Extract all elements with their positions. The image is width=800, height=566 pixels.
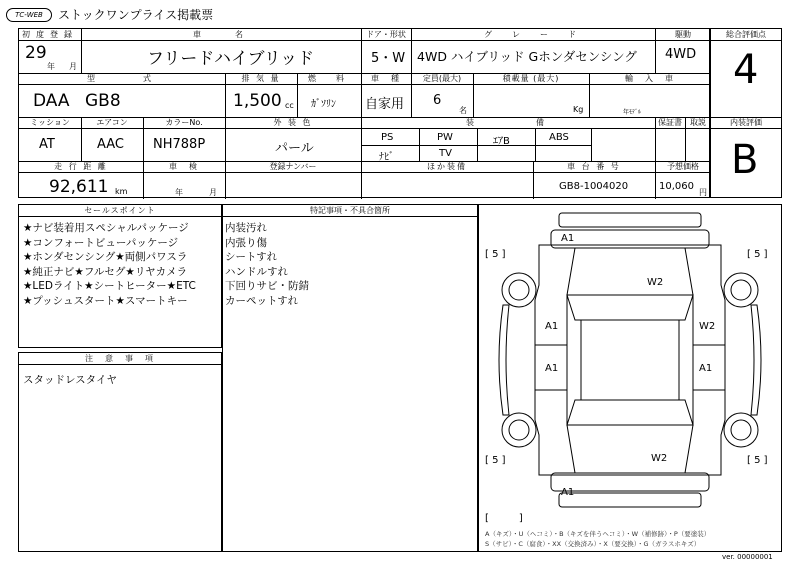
model-year-unit: 年ﾓﾃﾞﾙ [623, 109, 642, 116]
damage-mark-left-rear-door: A1 [545, 363, 559, 374]
vehicle-type-value: 自家用 [365, 97, 405, 112]
sales-point: ★LEDライト★シートヒーター★ETC [23, 280, 196, 292]
month-unit: 月 [69, 62, 77, 71]
equipment-abs: ABS [549, 132, 569, 143]
label-exterior-color: 外 装 色 [225, 117, 361, 129]
label-import: 輸 入 車 [589, 73, 711, 85]
estimated-price-value: 10,060 [659, 181, 694, 192]
persons-unit: 名 [459, 106, 467, 115]
inspection-year-unit: 年 [175, 188, 183, 197]
tire-front-left [502, 273, 536, 307]
damage-mark-rear-bumper: A1 [561, 487, 575, 498]
label-warranty: 保証書 [655, 117, 685, 129]
special-note: 下回りサビ・防錆 [225, 280, 309, 292]
special-notes-list [225, 221, 309, 308]
label-inspection: 車 検 [143, 161, 225, 173]
label-aircon: エアコン [81, 117, 143, 129]
aircon-value: AAC [97, 137, 124, 152]
label-interior-score: 内装評価 [711, 117, 781, 129]
tire-label-rear-right: [ 5 ] [747, 455, 768, 466]
mileage-value: 92,611 [49, 177, 109, 197]
label-chassis-number: 車 台 番 号 [533, 161, 655, 173]
model-code: GB8 [85, 91, 121, 111]
label-model: 型 式 [19, 73, 225, 85]
vehicle-info-grid [18, 28, 710, 198]
tailgate-panel [567, 425, 693, 473]
tire-label-front-right: [ 5 ] [747, 249, 768, 260]
tire-label-rear-left: [ 5 ] [485, 455, 506, 466]
car-name-value: フリードハイブリッド [147, 49, 315, 69]
sales-point: ★ナビ装着用スペシャルパッケージ [23, 222, 189, 234]
label-vehicle-type: 車 種 [361, 73, 411, 85]
label-doors-shape: ドア・形状 [361, 29, 411, 41]
spare-tire-bracket: [ ] [485, 513, 523, 524]
label-mission: ミッション [19, 117, 81, 129]
equipment-navi: ﾅﾋﾞ [379, 152, 394, 163]
overall-score-value: 4 [733, 47, 759, 93]
special-note: カーペットすれ [225, 294, 299, 307]
sales-point: ★純正ナビ★フルセグ★リヤカメラ [23, 265, 188, 278]
label-manual: 取説 [685, 117, 711, 129]
label-special-notes: 特記事項・不具合箇所 [223, 205, 477, 217]
label-capacity: 定員(最大) [411, 73, 473, 85]
front-face [559, 213, 701, 227]
damage-legend-line2: S（サビ）・C（腐食）・XX（交換済み）・X（要交換）・G（ガラスホキズ） [485, 540, 701, 548]
rear-bumper [551, 473, 709, 491]
damage-mark-hood: W2 [647, 277, 664, 288]
equipment-pw: PW [437, 132, 453, 143]
damage-legend-line1: A（キズ）・U（ヘコミ）・B（キズを伴うヘコミ）・W（補修跡）・P（要塗装） [485, 530, 711, 538]
sales-point: ★プッシュスタート★スマートキー [23, 294, 188, 307]
sales-points-list [23, 221, 196, 308]
damage-mark-left-front-fender: A1 [545, 321, 559, 332]
label-other-equipment: ほか装備 [361, 161, 533, 173]
label-grade: グ レ ー ド [411, 29, 655, 41]
roof-panel [581, 320, 679, 400]
car-body-outline [535, 245, 725, 475]
label-car-name: 車 名 [81, 29, 361, 41]
tire-rear-left [502, 413, 536, 447]
right-side-profile [751, 305, 761, 415]
label-sales-points: セールスポイント [19, 205, 221, 217]
special-note: 内張り傷 [225, 236, 267, 249]
rear-face [559, 493, 701, 507]
label-displacement: 排 気 量 [225, 73, 297, 85]
tc-web-logo: TC-WEB [6, 8, 52, 22]
special-note: 内装汚れ [225, 222, 267, 234]
damage-mark-front: A1 [561, 233, 575, 244]
rear-window [567, 400, 693, 425]
tire-rear-right [724, 413, 758, 447]
special-note: シートすれ [225, 251, 278, 263]
left-side-profile [499, 305, 509, 415]
car-diagram [479, 205, 781, 551]
tire-label-front-left: [ 5 ] [485, 249, 506, 260]
model-prefix: DAA [33, 91, 70, 111]
chassis-number-value: GB8-1004020 [559, 181, 629, 192]
version-label: ver. 00000001 [722, 553, 773, 561]
label-estimated-price: 予想価格 [655, 161, 711, 173]
label-load: 積載量 (最大) [473, 73, 589, 85]
mission-value: AT [39, 137, 55, 152]
displacement-value: 1,500 [233, 91, 282, 111]
equipment-tv: TV [439, 148, 452, 159]
special-notes-panel [222, 204, 478, 552]
damage-mark-right-rear-door: A1 [699, 363, 713, 374]
sales-points-panel [18, 204, 222, 348]
special-note: ハンドルすれ [225, 265, 288, 278]
inspection-month-unit: 月 [209, 188, 217, 197]
kg-unit: Kg [573, 105, 584, 114]
tire-front-right [724, 273, 758, 307]
damage-mark-tailgate: W2 [651, 453, 668, 464]
label-color-no: カラーNo. [143, 117, 225, 129]
doors-shape-value: 5・W [371, 51, 406, 66]
caution-panel [18, 352, 222, 552]
caution-note: スタッドレスタイヤ [23, 374, 117, 386]
label-mileage: 走 行 距 離 [19, 161, 143, 173]
label-overall-score: 総合評価点 [711, 29, 781, 41]
car-diagram-panel [478, 204, 782, 552]
label-caution: 注 意 事 項 [19, 353, 221, 365]
label-first-registration: 初度登録 [19, 29, 81, 41]
label-drive: 駆動 [655, 29, 711, 41]
equipment-airbag: ｴｱB [493, 136, 510, 147]
equipment-ps: PS [381, 132, 394, 143]
score-panel [710, 28, 782, 198]
fuel-value: ｶﾞｿﾘﾝ [311, 99, 336, 110]
interior-score-value: B [731, 137, 759, 183]
km-unit: km [115, 187, 128, 196]
year-unit: 年 [47, 62, 55, 71]
drive-value: 4WD [665, 47, 697, 62]
yen-unit: 円 [699, 188, 707, 197]
sales-point: ★ホンダセンシング★両側パワスラ [23, 251, 188, 263]
color-no-value: NH788P [153, 137, 206, 152]
sales-point: ★コンフォートビューパッケージ [23, 236, 179, 249]
exterior-color-value: パール [275, 141, 314, 156]
label-fuel: 燃 料 [297, 73, 361, 85]
document-title: ストックワンプライス掲載票 [58, 8, 214, 22]
cc-unit: cc [285, 101, 294, 110]
grade-value: 4WD ハイブリッド Gホンダセンシング [417, 49, 637, 64]
hood-panel [567, 248, 693, 295]
first-registration-year: 29 [25, 43, 47, 63]
label-reg-number: 登録ナンバー [225, 161, 361, 173]
windshield [567, 295, 693, 320]
damage-mark-right-front-fender: W2 [699, 321, 716, 332]
label-equipment: 装 備 [361, 117, 655, 129]
capacity-value: 6 [433, 93, 442, 108]
